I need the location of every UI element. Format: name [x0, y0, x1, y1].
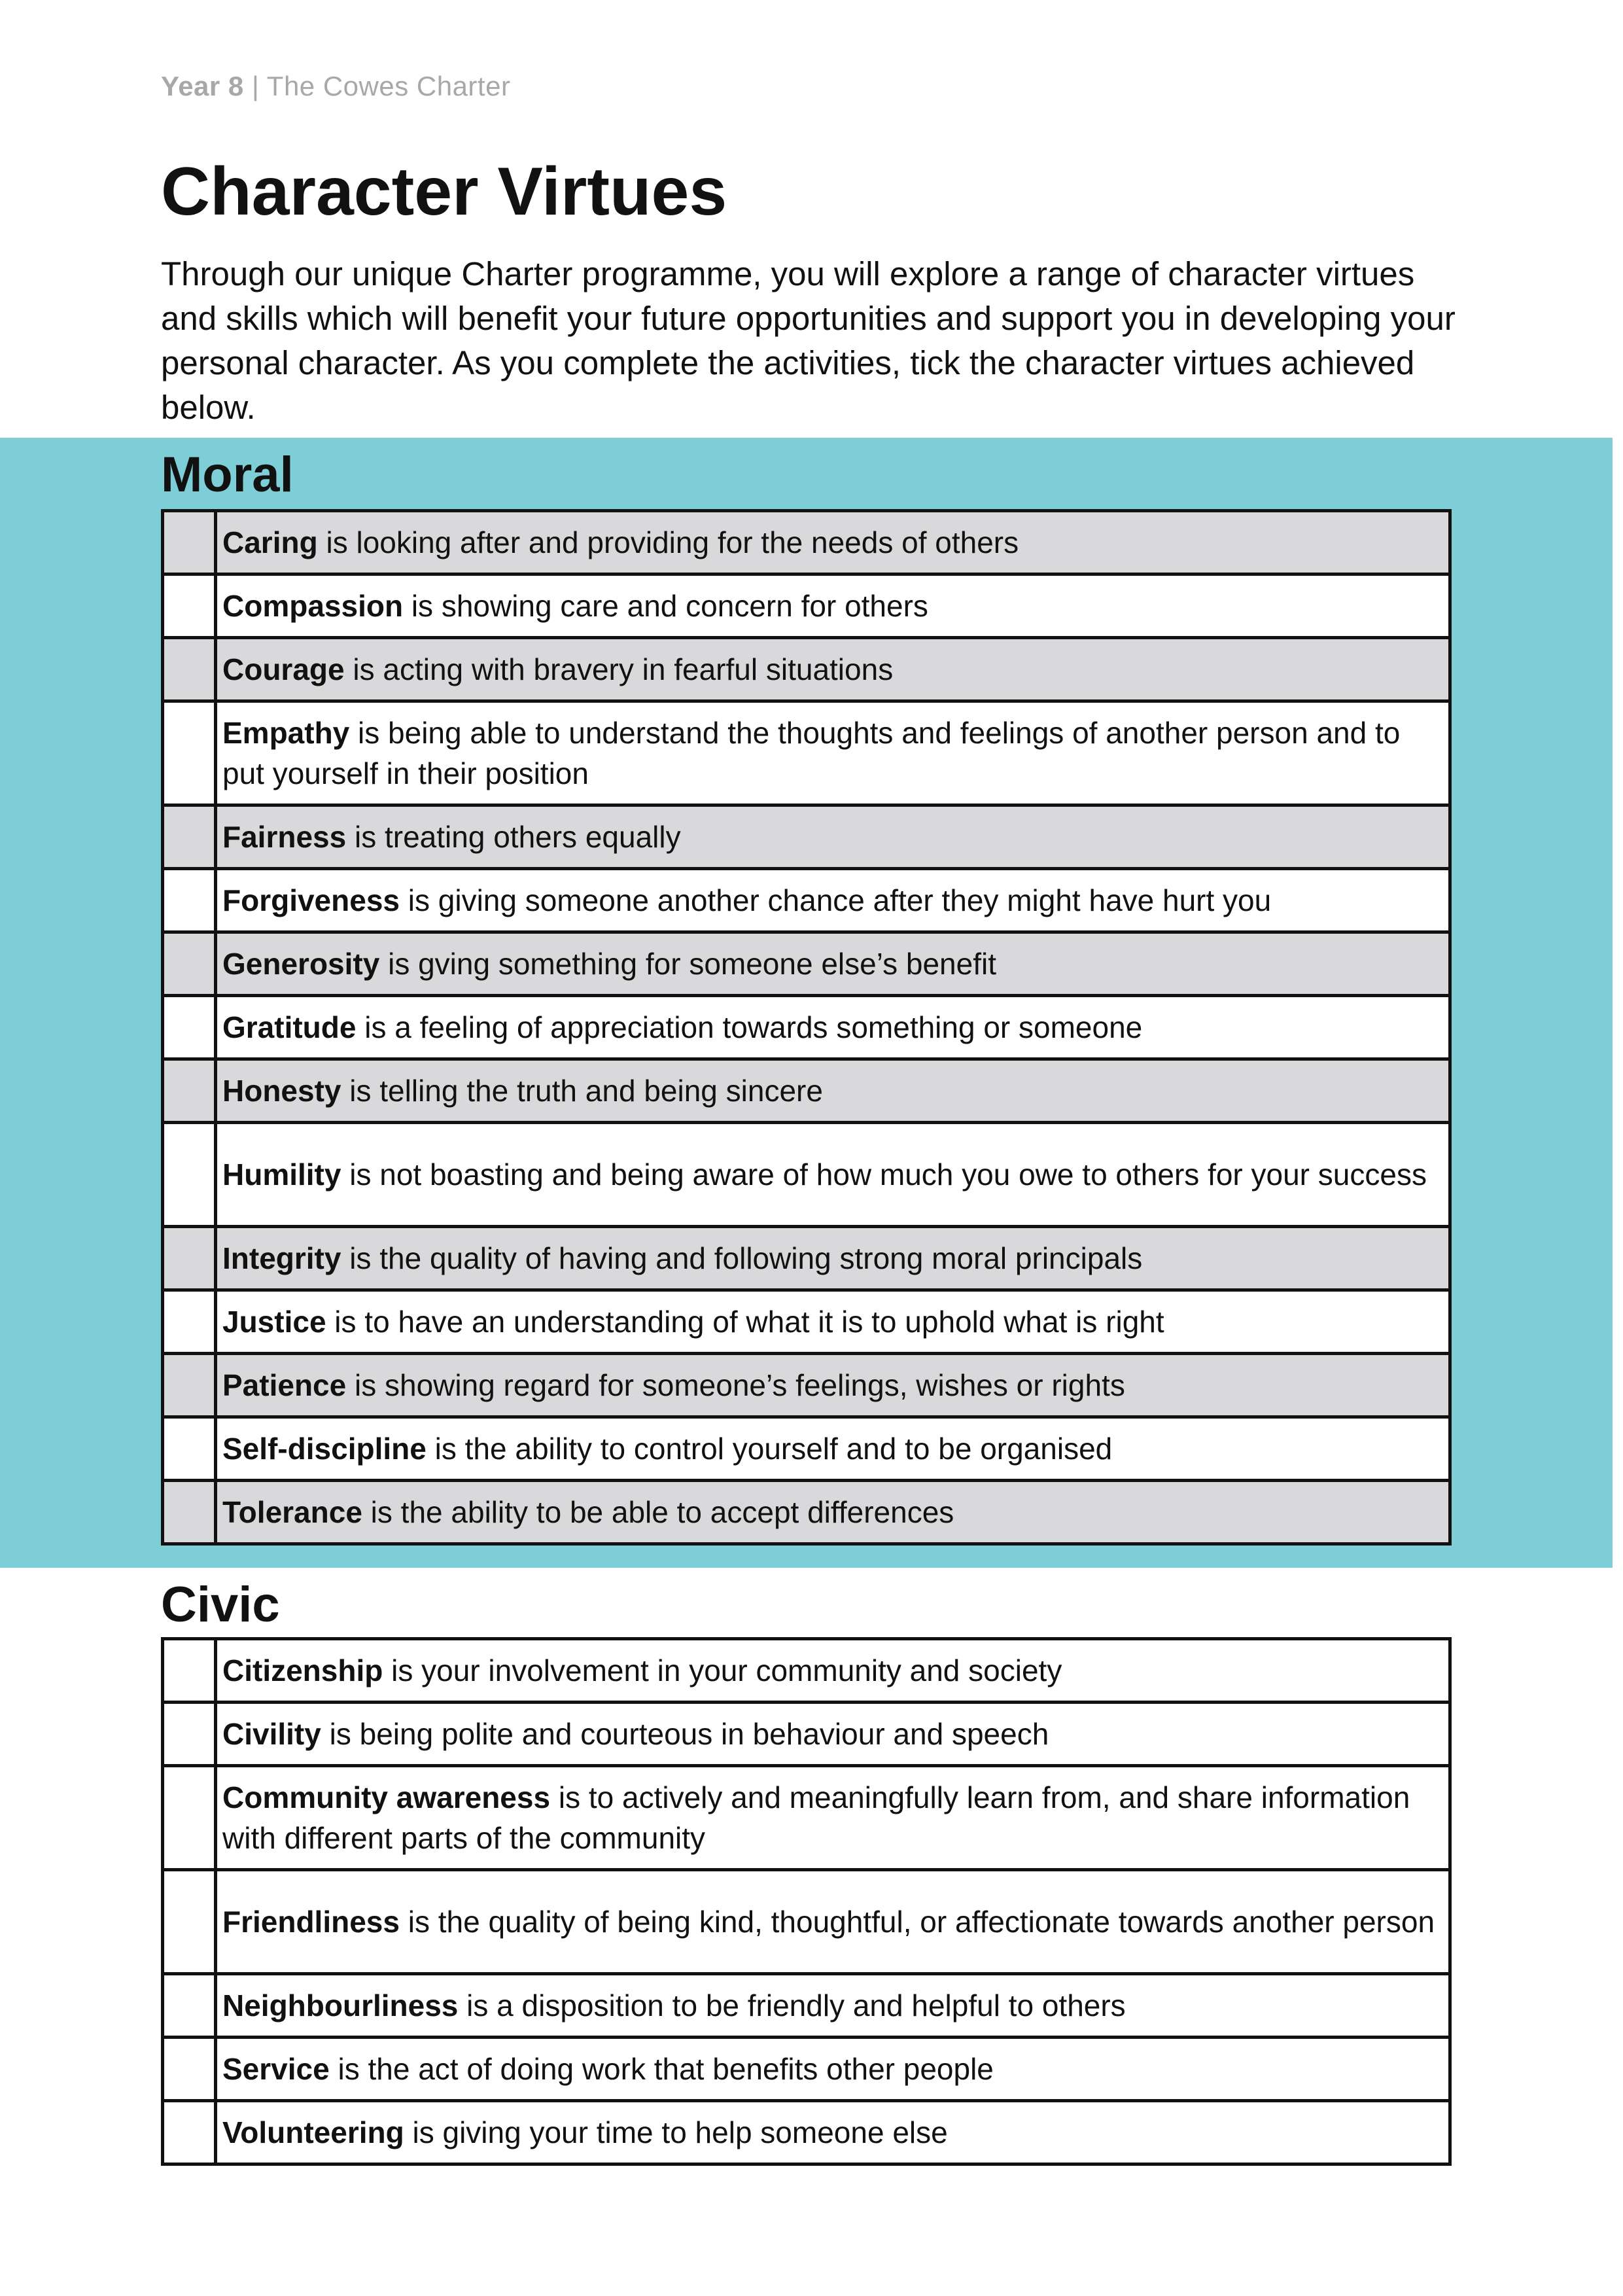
virtue-term: Forgiveness [222, 883, 400, 917]
tick-box[interactable] [163, 1703, 216, 1766]
virtue-description [216, 1123, 1450, 1227]
civic-heading: Civic [161, 1577, 280, 1633]
virtue-definition: is telling the truth and being sincere [341, 1074, 823, 1108]
tick-box[interactable] [163, 1227, 216, 1290]
tick-box[interactable] [163, 1870, 216, 1974]
table-row [163, 2038, 1450, 2101]
header-year: Year 8 [161, 71, 244, 101]
virtue-term: Service [222, 2052, 330, 2086]
tick-box[interactable] [163, 932, 216, 996]
virtue-description [216, 2101, 1450, 2164]
virtue-term: Fairness [222, 820, 347, 854]
virtue-description [216, 1059, 1450, 1123]
virtue-definition: is being able to understand the thoughts and feelings of another person and to put yourself in their position [222, 716, 1401, 790]
virtue-description [216, 869, 1450, 932]
virtue-term: Civility [222, 1717, 321, 1751]
virtue-description [216, 701, 1450, 805]
virtue-definition: is the ability to be able to accept differences [362, 1495, 954, 1529]
virtue-description [216, 1481, 1450, 1544]
virtue-definition: is the quality of being kind, thoughtful, or affectionate towards another person [399, 1905, 1435, 1939]
virtue-term: Empathy [222, 716, 350, 750]
virtue-term: Self-discipline [222, 1432, 427, 1466]
virtue-description [216, 805, 1450, 869]
virtue-term: Compassion [222, 589, 404, 623]
table-row [163, 574, 1450, 638]
table-row [163, 869, 1450, 932]
virtue-term: Volunteering [222, 2115, 404, 2149]
table-row [163, 2101, 1450, 2164]
tick-box[interactable] [163, 996, 216, 1059]
virtue-description [216, 511, 1450, 574]
virtue-description [216, 996, 1450, 1059]
virtue-term: Generosity [222, 947, 380, 981]
table-row [163, 1766, 1450, 1870]
virtue-definition: is a disposition to be friendly and helpful to others [458, 1988, 1126, 2022]
virtue-definition: is the act of doing work that benefits other people [329, 2052, 994, 2086]
tick-box[interactable] [163, 511, 216, 574]
virtue-description [216, 638, 1450, 701]
virtue-term: Honesty [222, 1074, 341, 1108]
virtue-definition: is the ability to control yourself and to be organised [426, 1432, 1113, 1466]
virtue-term: Citizenship [222, 1653, 383, 1687]
tick-box[interactable] [163, 1290, 216, 1354]
table-row [163, 1481, 1450, 1544]
virtue-description [216, 1354, 1450, 1417]
tick-box[interactable] [163, 1639, 216, 1703]
tick-box[interactable] [163, 1766, 216, 1870]
header-document-name: The Cowes Charter [266, 71, 511, 101]
table-row [163, 1290, 1450, 1354]
table-row [163, 1639, 1450, 1703]
virtue-description [216, 1290, 1450, 1354]
virtue-definition: is to actively and meaningfully learn from, and share information with different parts of the community [222, 1780, 1410, 1855]
virtue-term: Gratitude [222, 1010, 357, 1044]
virtue-description [216, 1870, 1450, 1974]
table-row [163, 1974, 1450, 2038]
moral-virtues-table [161, 509, 1452, 1545]
table-row [163, 996, 1450, 1059]
virtue-description [216, 1417, 1450, 1481]
table-row [163, 1417, 1450, 1481]
virtue-term: Patience [222, 1368, 347, 1402]
table-row [163, 805, 1450, 869]
virtue-term: Courage [222, 652, 345, 686]
civic-virtues-table [161, 1637, 1452, 2166]
tick-box[interactable] [163, 869, 216, 932]
moral-heading: Moral [161, 447, 294, 503]
virtue-definition: is giving your time to help someone else [404, 2115, 948, 2149]
virtue-description [216, 1227, 1450, 1290]
virtue-definition: is a feeling of appreciation towards something or someone [356, 1010, 1143, 1044]
virtue-definition: is being polite and courteous in behaviour and speech [321, 1717, 1049, 1751]
virtue-definition: is showing regard for someone’s feelings, wishes or rights [346, 1368, 1125, 1402]
table-row [163, 638, 1450, 701]
virtue-term: Friendliness [222, 1905, 400, 1939]
table-row [163, 1059, 1450, 1123]
tick-box[interactable] [163, 701, 216, 805]
table-row [163, 1354, 1450, 1417]
virtue-term: Caring [222, 525, 318, 559]
virtue-definition: is treating others equally [346, 820, 681, 854]
tick-box[interactable] [163, 1123, 216, 1227]
virtue-description [216, 932, 1450, 996]
virtue-definition: is gving something for someone else’s benefit [379, 947, 996, 981]
running-header [161, 71, 510, 102]
virtue-definition: is to have an understanding of what it is to uphold what is right [326, 1305, 1164, 1339]
tick-box[interactable] [163, 574, 216, 638]
virtue-definition: is your involvement in your community and society [383, 1653, 1062, 1687]
virtue-description [216, 2038, 1450, 2101]
virtue-term: Integrity [222, 1241, 341, 1275]
tick-box[interactable] [163, 805, 216, 869]
virtue-definition: is the quality of having and following strong moral principals [341, 1241, 1143, 1275]
virtue-description [216, 1766, 1450, 1870]
table-row [163, 701, 1450, 805]
virtue-term: Tolerance [222, 1495, 362, 1529]
table-row [163, 1123, 1450, 1227]
table-row [163, 1227, 1450, 1290]
virtue-description [216, 1974, 1450, 2038]
table-row [163, 932, 1450, 996]
virtue-term: Neighbourliness [222, 1988, 459, 2022]
table-row [163, 1870, 1450, 1974]
tick-box[interactable] [163, 638, 216, 701]
virtue-term: Humility [222, 1157, 341, 1192]
intro-paragraph: Through our unique Charter programme, you will explore a range of character virtues and skills which will benefit your future opportunities and support you in developing your personal character. As you complete the activities, tick the character virtues achieved below. [161, 255, 1456, 426]
tick-box[interactable] [163, 1354, 216, 1417]
virtue-description [216, 1639, 1450, 1703]
table-row [163, 511, 1450, 574]
virtue-description [216, 574, 1450, 638]
tick-box[interactable] [163, 1417, 216, 1481]
virtue-term: Community awareness [222, 1780, 551, 1814]
tick-box[interactable] [163, 1974, 216, 2038]
tick-box[interactable] [163, 1481, 216, 1544]
header-separator: | [243, 71, 267, 101]
virtue-term: Justice [222, 1305, 326, 1339]
virtue-definition: is not boasting and being aware of how much you owe to others for your success [341, 1157, 1427, 1192]
tick-box[interactable] [163, 2101, 216, 2164]
virtue-definition: is giving someone another chance after they might have hurt you [400, 883, 1272, 917]
virtue-description [216, 1703, 1450, 1766]
page-title: Character Virtues [161, 154, 727, 230]
tick-box[interactable] [163, 2038, 216, 2101]
virtue-definition: is acting with bravery in fearful situations [344, 652, 894, 686]
virtue-definition: is looking after and providing for the needs of others [317, 525, 1019, 559]
table-row [163, 1703, 1450, 1766]
virtue-definition: is showing care and concern for others [403, 589, 928, 623]
tick-box[interactable] [163, 1059, 216, 1123]
